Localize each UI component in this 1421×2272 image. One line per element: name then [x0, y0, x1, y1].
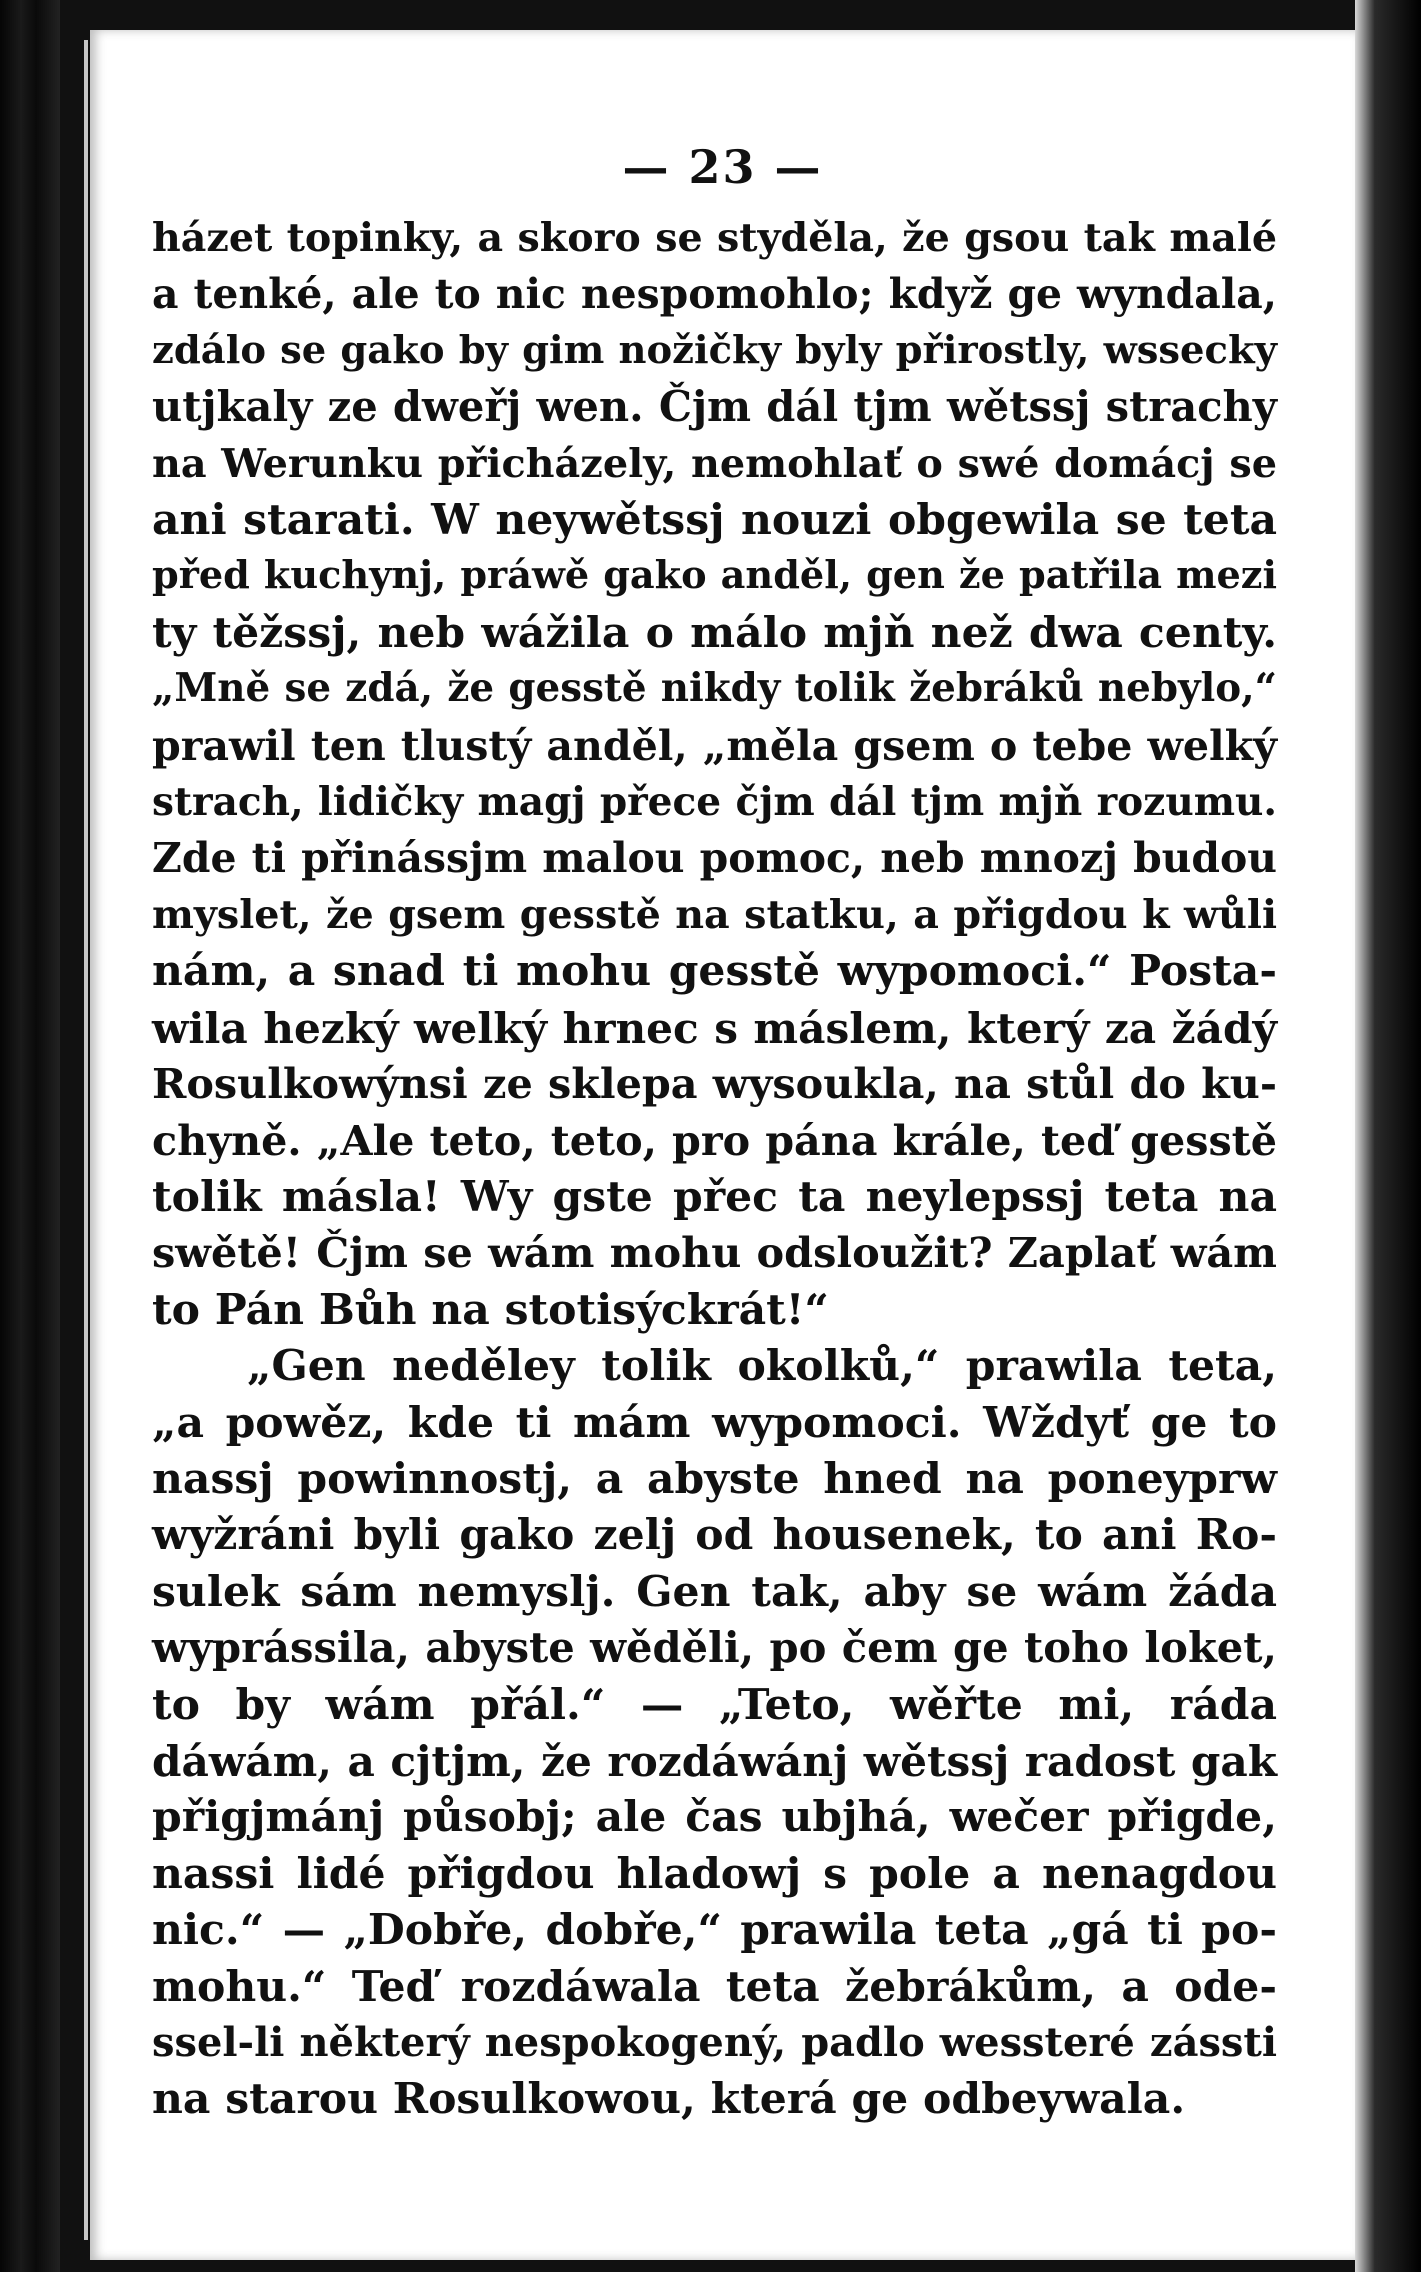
text-line: wila hezký welký hrnec s máslem, který za žádý	[152, 1002, 1277, 1053]
text-line: házet topinky, a skoro se styděla, že gsou tak malé	[152, 215, 1277, 261]
text-line: ty těžssj, neb wážila o málo mjň než dwa centy.	[152, 607, 1277, 658]
text-line: wyžráni byli gako zelj od housenek, to ani Ro-	[152, 1510, 1277, 1561]
text-line: prawil ten tlustý anděl, „měla gsem o tebe welký	[152, 720, 1277, 770]
body-text	[152, 210, 1277, 2128]
text-line: na starou Rosulkowou, která ge odbeywala.	[152, 2074, 1186, 2125]
text-line: mohu.“ Teď rozdáwala teta žebrákům, a ode-	[152, 1961, 1277, 2012]
page-number: — 23 —	[622, 140, 823, 194]
text-line: myslet, že gsem gesstě na statku, a přigdou k wůli	[152, 891, 1277, 938]
book-spine-shadow	[0, 0, 60, 2272]
text-line: na Werunku přicházely, nemohlať o swé domácj se	[152, 440, 1277, 487]
text-line: nic.“ — „Dobře, dobře,“ prawila teta „gá ti po-	[152, 1905, 1277, 1956]
text-line: tolik másla! Wy gste přec ta neylepssj teta na	[152, 1171, 1277, 1222]
text-line: utjkaly ze dweřj wen. Čjm dál tjm wětssj strachy	[152, 382, 1277, 432]
text-line: strach, lidičky magj přece čjm dál tjm mjň rozumu.	[152, 779, 1277, 826]
text-line: „Mně se zdá, že gesstě nikdy tolik žebráků nebylo,“	[152, 666, 1277, 712]
text-line: Rosulkowýnsi ze sklepa wysoukla, na stůl do ku-	[152, 1059, 1277, 1109]
text-line: swětě! Čjm se wám mohu odsloužit? Zaplať wám	[152, 1228, 1277, 1278]
text-line: chyně. „Ale teto, teto, pro pána krále, teď gesstě	[152, 1115, 1277, 1165]
text-line: „a powěz, kde ti mám wypomoci. Wždyť ge to	[152, 1397, 1277, 1448]
text-line: přigjmánj působj; ale čas ubjhá, wečer přigde,	[152, 1792, 1277, 1843]
text-line: nám, a snad ti mohu gesstě wypomoci.“ Posta-	[152, 946, 1277, 997]
text-line: sulek sám nemyslj. Gen tak, aby se wám žáda	[152, 1566, 1277, 1617]
text-line: ani starati. W neywětssj nouzi obgewila se teta	[152, 495, 1277, 546]
text-line: před kuchynj, práwě gako anděl, gen že patřila mezi	[152, 553, 1277, 599]
gutter-edge-line	[84, 40, 88, 2240]
text-line: a tenké, ale to nic nespomohlo; když ge wyndala,	[152, 270, 1277, 319]
text-line: nassi lidé přigdou hladowj s pole a nenagdou	[152, 1848, 1277, 1899]
text-line: to Pán Bůh na stotisýckrát!“	[152, 1284, 829, 1335]
text-line: zdálo se gako by gim nožičky byly přirostly, wssecky	[152, 327, 1277, 373]
text-line: nassj powinnostj, a abyste hned na poneyprw	[152, 1453, 1277, 1504]
text-line: ssel-li některý nespokogený, padlo wessteré zássti	[152, 2020, 1277, 2066]
text-line: wyprássila, abyste wěděli, po čem ge toho loket,	[152, 1623, 1277, 1673]
page-right-edge-shadow	[1355, 0, 1421, 2272]
text-line: dáwám, a cjtjm, že rozdáwánj wětssj radost gak	[152, 1735, 1277, 1786]
text-line: „Gen neděley tolik okolků,“ prawila teta,	[247, 1341, 1277, 1392]
text-line: to by wám přál.“ — „Teto, wěřte mi, ráda	[152, 1679, 1277, 1730]
text-line: Zde ti přinássjm malou pomoc, neb mnozj budou	[152, 834, 1277, 883]
book-page	[90, 30, 1355, 2260]
